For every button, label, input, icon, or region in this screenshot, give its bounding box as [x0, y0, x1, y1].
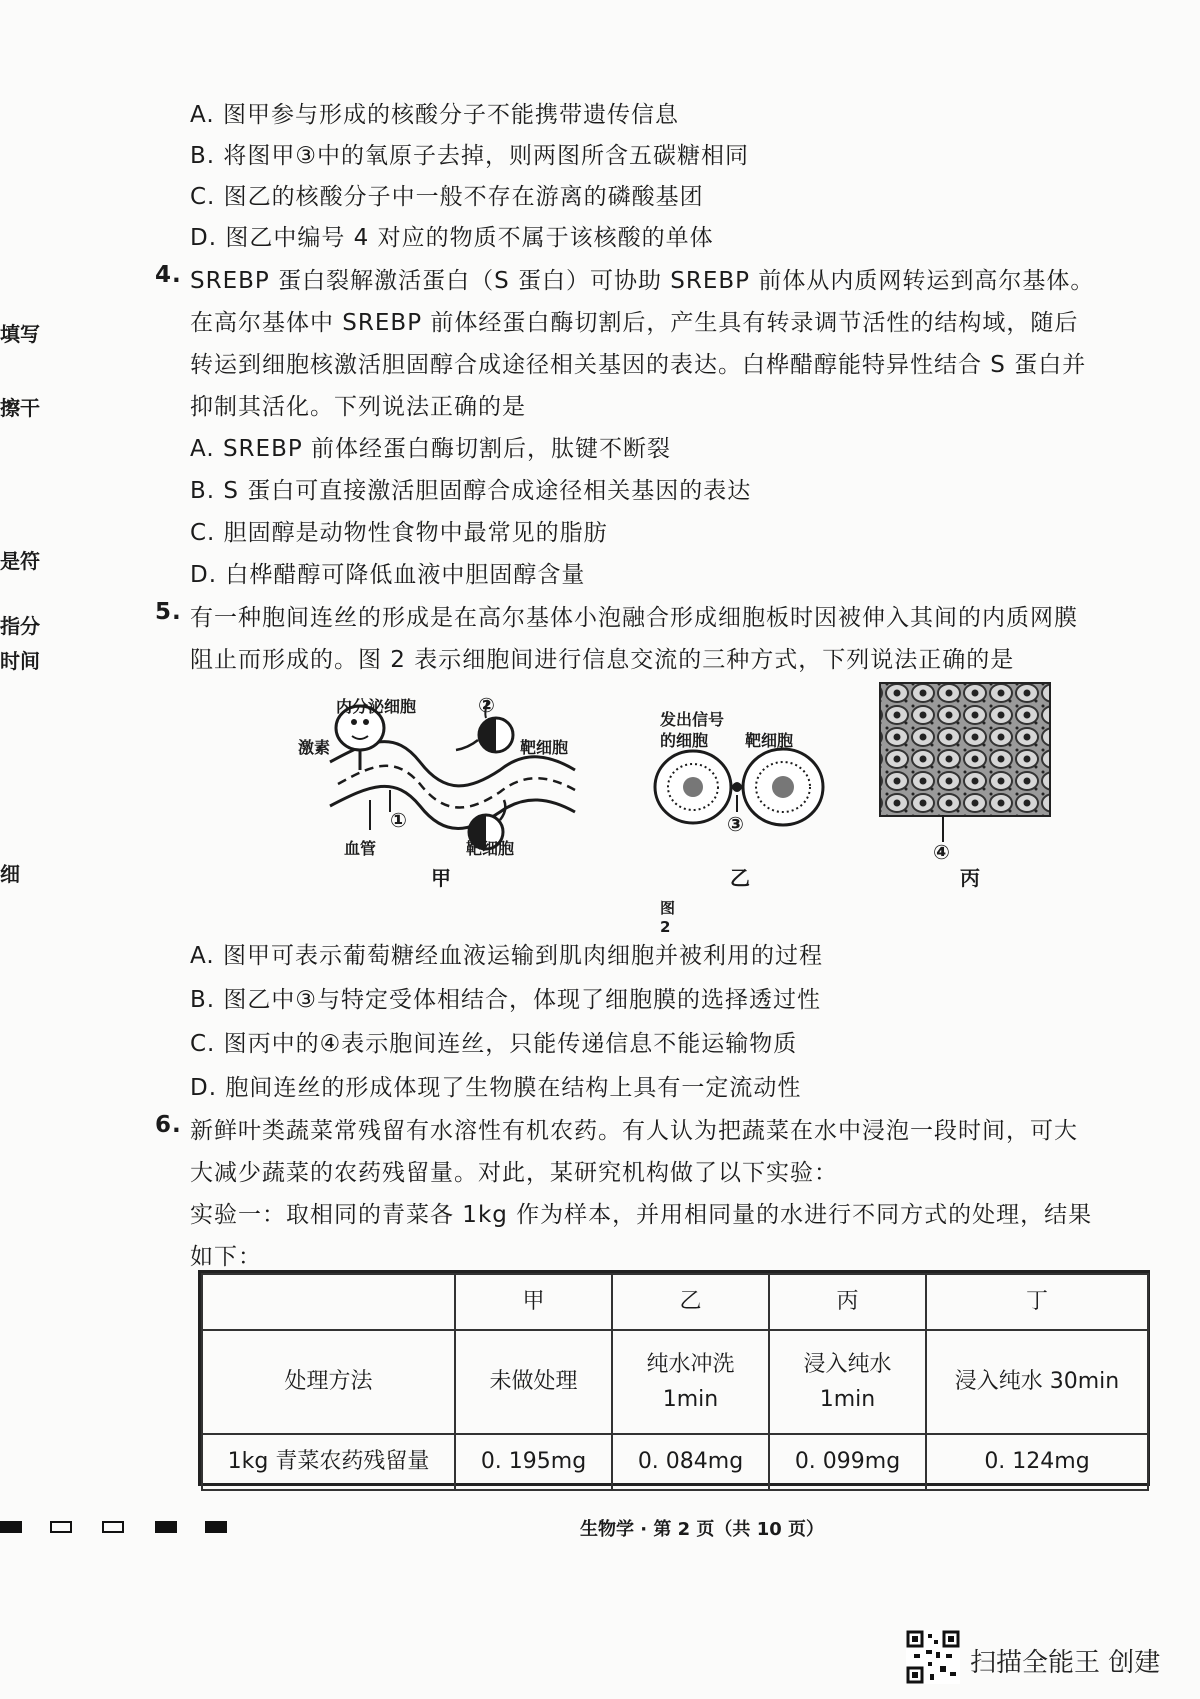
table-header-cell: 乙 — [612, 1274, 769, 1330]
marker-3: ③ — [727, 812, 744, 836]
target-cell-yi — [743, 749, 823, 825]
cell-text: 1min — [819, 1387, 876, 1412]
marker-2: ② — [478, 693, 495, 717]
registration-mark — [0, 1521, 22, 1533]
table-cell — [926, 1330, 1148, 1434]
q3-option-b: B. 将图甲③中的氧原子去掉，则两图所含五碳糖相同 — [190, 143, 750, 169]
table-row-label: 处理方法 — [202, 1330, 455, 1434]
registration-mark — [155, 1521, 177, 1533]
cell-text: 未做处理 — [489, 1369, 578, 1395]
target-cell-label: 靶细胞 — [466, 839, 515, 858]
q3-option-d: D. 图乙中编号 4 对应的物质不属于该核酸的单体 — [190, 225, 714, 251]
figure-caption: 图 2 — [660, 899, 676, 936]
q4-option-c: C. 胆固醇是动物性食物中最常见的脂肪 — [190, 520, 608, 546]
scanner-watermark: 扫描全能王 创建 — [970, 1648, 1161, 1678]
q4-stem-line: 在高尔基体中 SREBP 前体经蛋白酶切割后，产生具有转录调节活性的结构域，随后 — [190, 310, 1079, 336]
q5-option-b: B. 图乙中③与特定受体相结合，体现了细胞膜的选择透过性 — [190, 987, 822, 1013]
panel-label-bing: 丙 — [960, 866, 980, 890]
registration-mark — [205, 1521, 227, 1533]
cell-text: 浸入纯水 — [803, 1351, 892, 1377]
table-cell: 0. 084mg — [612, 1434, 769, 1490]
target-cell-label: 靶细胞 — [520, 738, 569, 757]
q4-option-b: B. S 蛋白可直接激活胆固醇合成途径相关基因的表达 — [190, 478, 752, 504]
table-row — [202, 1434, 1148, 1490]
q6-stem-line: 实验一：取相同的青菜各 1kg 作为样本，并用相同量的水进行不同方式的处理，结果 — [190, 1202, 1093, 1228]
margin-note: 填写 — [0, 322, 40, 346]
table-header-cell — [202, 1274, 455, 1330]
q4-option-a: A. SREBP 前体经蛋白酶切割后，肽键不断裂 — [190, 436, 672, 462]
q5-option-a: A. 图甲可表示葡萄糖经血液运输到肌肉细胞并被利用的过程 — [190, 943, 823, 969]
panel-label-jia: 甲 — [431, 866, 451, 890]
table-cell — [769, 1330, 926, 1434]
table-cell — [612, 1330, 769, 1434]
q5-stem-line: 有一种胞间连丝的形成是在高尔基体小泡融合形成细胞板时因被伸入其间的内质网膜 — [190, 605, 1078, 631]
registration-mark — [102, 1521, 124, 1533]
q4-option-d: D. 白桦醋醇可降低血液中胆固醇含量 — [190, 562, 586, 588]
margin-note: 擦干 — [0, 396, 40, 420]
q6-stem-line: 新鲜叶类蔬菜常残留有水溶性有机农药。有人认为把蔬菜在水中浸泡一段时间，可大 — [190, 1118, 1078, 1144]
q3-option-a: A. 图甲参与形成的核酸分子不能携带遗传信息 — [190, 102, 679, 128]
q5-stem-line: 阻止而形成的。图 2 表示细胞间进行信息交流的三种方式，下列说法正确的是 — [190, 647, 1015, 673]
table-cell — [455, 1330, 612, 1434]
q5-option-d: D. 胞间连丝的形成体现了生物膜在结构上具有一定流动性 — [190, 1075, 802, 1101]
q6-stem-line: 大减少蔬菜的农药残留量。对此，某研究机构做了以下实验： — [190, 1160, 838, 1186]
registration-mark — [50, 1521, 72, 1533]
plant-tissue-micrograph — [880, 683, 1050, 816]
cell-text: 浸入纯水 30min — [954, 1369, 1120, 1395]
endocrine-cell-label: 内分泌细胞 — [336, 697, 417, 716]
table-header-cell: 甲 — [455, 1274, 612, 1330]
signal-contact — [731, 782, 743, 792]
q6-stem-line: 如下： — [190, 1244, 262, 1270]
q4-stem-line: SREBP 蛋白裂解激活蛋白（S 蛋白）可协助 SREBP 前体从内质网转运到高尔基体。 — [190, 268, 1095, 294]
table-row — [202, 1330, 1148, 1434]
table-cell: 0. 124mg — [926, 1434, 1148, 1490]
margin-note: 是符 — [0, 549, 40, 573]
table-row-label: 1kg 青菜农药残留量 — [202, 1434, 455, 1490]
target-cell-label: 靶细胞 — [745, 731, 794, 750]
q4-stem-line: 抑制其活化。下列说法正确的是 — [190, 394, 526, 420]
qr-code-icon — [906, 1630, 960, 1684]
marker-4: ④ — [933, 840, 950, 864]
cell-text: 1min — [662, 1387, 719, 1412]
table-cell: 0. 099mg — [769, 1434, 926, 1490]
experiment-1-table — [198, 1270, 1150, 1486]
cell-text: 纯水冲洗 — [646, 1351, 735, 1377]
q4-number: 4. — [155, 262, 182, 288]
page-number: 生物学 · 第 2 页（共 10 页） — [580, 1519, 825, 1540]
marker-1: ① — [390, 808, 407, 832]
table-header-cell: 丁 — [926, 1274, 1148, 1330]
margin-note: 指分 — [0, 614, 40, 638]
q4-stem-line: 转运到细胞核激活胆固醇合成途径相关基因的表达。白桦醋醇能特异性结合 S 蛋白并 — [190, 352, 1087, 378]
margin-note: 时间 — [0, 649, 40, 673]
q6-number: 6. — [155, 1112, 182, 1138]
blood-vessel-label: 血管 — [344, 839, 377, 858]
q5-number: 5. — [155, 599, 182, 625]
sender-cell-label: 的细胞 — [660, 731, 709, 750]
margin-note: 细 — [0, 862, 20, 886]
q3-option-c: C. 图乙的核酸分子中一般不存在游离的磷酸基团 — [190, 184, 704, 210]
hormone-label: 激素 — [298, 738, 331, 757]
panel-label-yi: 乙 — [730, 866, 750, 890]
table-header-row — [202, 1274, 1148, 1330]
sender-cell — [655, 751, 731, 823]
q5-option-c: C. 图丙中的④表示胞间连丝，只能传递信息不能运输物质 — [190, 1031, 798, 1057]
table-cell: 0. 195mg — [455, 1434, 612, 1490]
sender-cell-label: 发出信号 — [660, 710, 725, 729]
table-header-cell: 丙 — [769, 1274, 926, 1330]
